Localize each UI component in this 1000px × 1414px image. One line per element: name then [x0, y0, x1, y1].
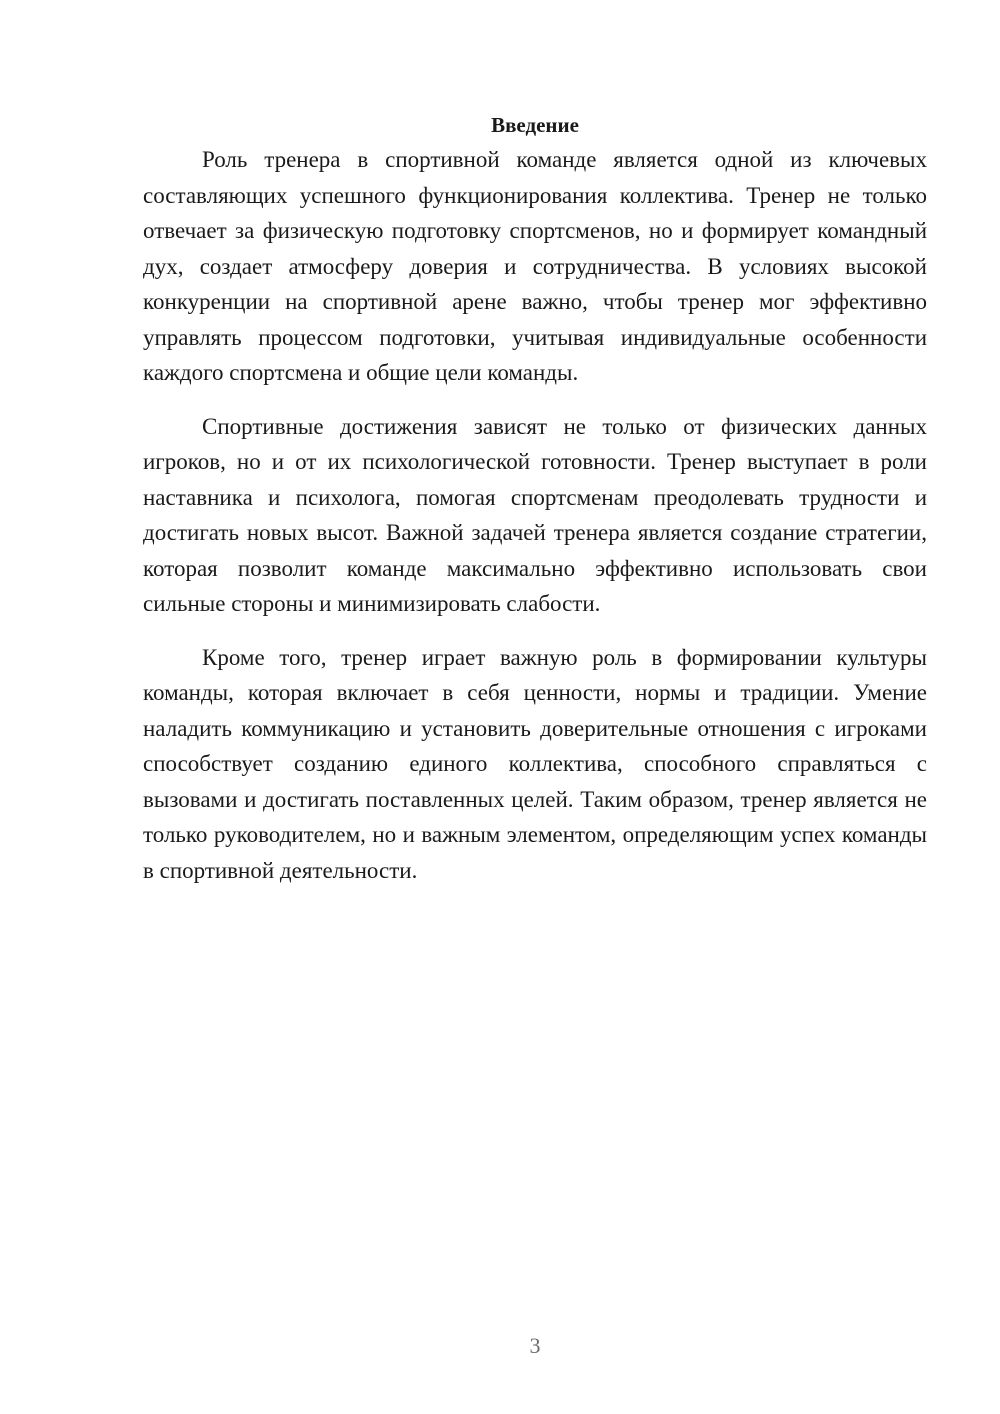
section-title: Введение	[491, 113, 579, 138]
paragraph-1: Роль тренера в спортивной команде является одной из ключевых составляющих успешного функционирования коллектива. Тренер не только отвечает за физическую подготовку спортсменов, но и формирует командный дух, создает атмосферу доверия и сотрудничества. В условиях высокой конкуренции на спортивной арене важно, чтобы тренер мог эффективно управлять процессом подготовки, учитывая индивидуальные особенности каждого спортсмена и общие цели команды.	[143, 147, 927, 385]
page-number: 3	[529, 1333, 541, 1358]
paragraph-2: Спортивные достижения зависят не только от физических данных игроков, но и от их психологической готовности. Тренер выступает в роли наставника и психолога, помогая спортсменам преодолевать трудности и достигать новых высот. Важной задачей тренера является создание стратегии, которая позволит команде максимально эффективно использовать свои сильные стороны и минимизировать слабости.	[143, 413, 927, 616]
paragraph-3: Кроме того, тренер играет важную роль в формировании культуры команды, которая включает в себя ценности, нормы и традиции. Умение наладить коммуникацию и установить доверительные отношения с игроками способствует созданию единого коллектива, способного справляться с вызовами и достигать поставленных целей. Таким образом, тренер является не только руководителем, но и важным элементом, определяющим успех команды в спортивной деятельности.	[143, 644, 927, 883]
body-text	[143, 142, 927, 906]
